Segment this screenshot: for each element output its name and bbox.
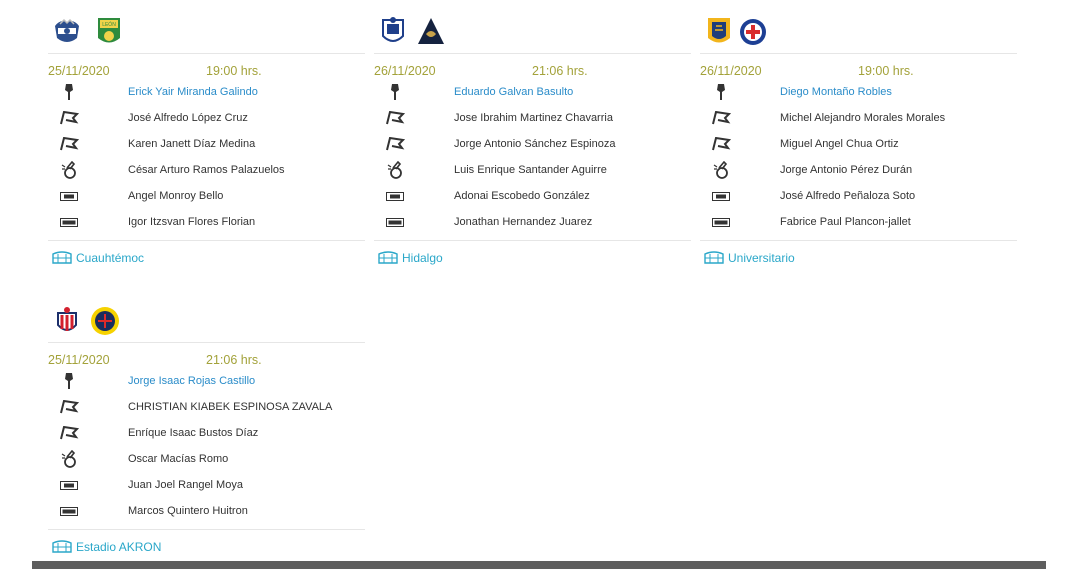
flag-icon — [58, 424, 80, 442]
assistant-2-name: Jorge Antonio Sánchez Espinoza — [454, 138, 616, 150]
fourth-official-name: Jorge Antonio Pérez Durán — [780, 164, 913, 176]
assistant-2-name: Enríque Isaac Bustos Díaz — [128, 427, 259, 439]
assistant-1-name: Jose Ibrahim Martinez Chavarria — [454, 112, 613, 124]
avar-name: Marcos Quintero Huitron — [128, 505, 248, 517]
horizontal-scrollbar[interactable] — [32, 561, 1046, 569]
stadium-icon — [378, 250, 398, 267]
official-row-assistant-1 — [374, 106, 691, 132]
whistle-hand-icon — [58, 372, 80, 390]
official-row-fourth — [700, 158, 1017, 184]
official-row-fourth — [48, 447, 365, 473]
whistle-icon — [58, 450, 80, 468]
official-row-referee — [700, 80, 1017, 106]
whistle-icon — [710, 161, 732, 179]
official-row-referee — [48, 369, 365, 395]
avar-badge-icon — [384, 213, 406, 231]
match-card — [700, 14, 1017, 271]
fourth-official-name: Oscar Macías Romo — [128, 453, 229, 465]
match-time: 19:00 hrs. — [858, 64, 914, 78]
official-row-assistant-2 — [374, 132, 691, 158]
team-logos — [48, 14, 365, 54]
assistant-1-name: CHRISTIAN KIABEK ESPINOSA ZAVALA — [128, 401, 333, 413]
official-row-avar — [700, 210, 1017, 236]
whistle-icon — [58, 161, 80, 179]
official-row-avar — [48, 499, 365, 525]
stadium-icon — [52, 539, 72, 556]
avar-name: Jonathan Hernandez Juarez — [454, 216, 593, 228]
avar-name: Fabrice Paul Plancon-jallet — [780, 216, 911, 228]
var-name: Adonai Escobedo González — [454, 190, 590, 202]
match-datetime — [700, 54, 1017, 78]
chivas-crest-icon[interactable] — [52, 305, 82, 337]
match-time: 21:06 hrs. — [532, 64, 588, 78]
match-date: 25/11/2020 — [48, 353, 110, 367]
assistant-2-name: Karen Janett Díaz Medina — [128, 138, 256, 150]
whistle-icon — [384, 161, 406, 179]
officials-list — [48, 367, 365, 525]
flag-icon — [710, 135, 732, 153]
officials-list — [374, 78, 691, 236]
official-row-assistant-1 — [48, 395, 365, 421]
stadium-name[interactable]: Estadio AKRON — [76, 540, 162, 554]
flag-icon — [58, 398, 80, 416]
official-row-referee — [374, 80, 691, 106]
tigres-crest-icon[interactable] — [704, 16, 734, 48]
stadium-name[interactable]: Cuauhtémoc — [76, 251, 145, 265]
america-crest-icon[interactable] — [90, 305, 120, 337]
referee-name-link[interactable]: Erick Yair Miranda Galindo — [128, 86, 258, 98]
referee-name-link[interactable]: Diego Montaño Robles — [780, 86, 892, 98]
team-logos — [700, 14, 1017, 54]
fourth-official-name: César Arturo Ramos Palazuelos — [128, 164, 285, 176]
match-date: 26/11/2020 — [374, 64, 436, 78]
official-row-var — [48, 473, 365, 499]
match-card — [48, 14, 365, 271]
match-time: 21:06 hrs. — [206, 353, 262, 367]
stadium-name[interactable]: Hidalgo — [402, 251, 443, 265]
flag-icon — [58, 109, 80, 127]
match-date: 25/11/2020 — [48, 64, 110, 78]
official-row-assistant-2 — [700, 132, 1017, 158]
avar-badge-icon — [58, 502, 80, 520]
svg-text:LEÓN: LEÓN — [102, 22, 116, 28]
referee-name-link[interactable]: Jorge Isaac Rojas Castillo — [128, 375, 256, 387]
official-row-assistant-2 — [48, 132, 365, 158]
match-datetime — [374, 54, 691, 78]
match-datetime — [48, 54, 365, 78]
stadium-link[interactable] — [700, 241, 1017, 271]
official-row-assistant-1 — [700, 106, 1017, 132]
var-badge-icon — [384, 187, 406, 205]
whistle-hand-icon — [710, 83, 732, 101]
flag-icon — [384, 135, 406, 153]
official-row-var — [48, 184, 365, 210]
var-name: Angel Monroy Bello — [128, 190, 224, 202]
avar-badge-icon — [58, 213, 80, 231]
leon-crest-icon[interactable] — [94, 16, 124, 48]
team-logos — [48, 303, 365, 343]
whistle-hand-icon — [58, 83, 80, 101]
stadium-link[interactable] — [374, 241, 691, 271]
stadium-link[interactable] — [48, 241, 365, 271]
stadium-link[interactable] — [48, 530, 365, 560]
assistant-1-name: Michel Alejandro Morales Morales — [780, 112, 946, 124]
official-row-var — [700, 184, 1017, 210]
officials-list — [700, 78, 1017, 236]
var-badge-icon — [58, 187, 80, 205]
flag-icon — [384, 109, 406, 127]
stadium-name[interactable]: Universitario — [728, 251, 795, 265]
var-name: José Alfredo Peñaloza Soto — [780, 190, 916, 202]
avar-name: Igor Itzsvan Flores Florian — [128, 216, 256, 228]
stadium-icon — [704, 250, 724, 267]
var-badge-icon — [58, 476, 80, 494]
official-row-avar — [48, 210, 365, 236]
var-badge-icon — [710, 187, 732, 205]
assistant-1-name: José Alfredo López Cruz — [128, 112, 248, 124]
fourth-official-name: Luis Enrique Santander Aguirre — [454, 164, 607, 176]
official-row-assistant-2 — [48, 421, 365, 447]
team-logos — [374, 14, 691, 54]
official-row-fourth — [374, 158, 691, 184]
puebla-crest-icon[interactable] — [52, 16, 82, 48]
officials-list — [48, 78, 365, 236]
official-row-var — [374, 184, 691, 210]
pachuca-crest-icon[interactable] — [378, 16, 408, 48]
cruz-azul-crest-icon[interactable] — [738, 16, 768, 48]
match-card — [374, 14, 691, 271]
match-card — [48, 303, 365, 560]
flag-icon — [58, 135, 80, 153]
official-row-avar — [374, 210, 691, 236]
match-time: 19:00 hrs. — [206, 64, 262, 78]
official-row-fourth — [48, 158, 365, 184]
flag-icon — [710, 109, 732, 127]
referee-name-link[interactable]: Eduardo Galvan Basulto — [454, 86, 574, 98]
stadium-icon — [52, 250, 72, 267]
whistle-hand-icon — [384, 83, 406, 101]
official-row-assistant-1 — [48, 106, 365, 132]
assistant-2-name: Miguel Angel Chua Ortiz — [780, 138, 899, 150]
var-name: Juan Joel Rangel Moya — [128, 479, 243, 491]
pumas-crest-icon[interactable] — [416, 16, 446, 48]
avar-badge-icon — [710, 213, 732, 231]
match-datetime — [48, 343, 365, 367]
match-date: 26/11/2020 — [700, 64, 762, 78]
official-row-referee — [48, 80, 365, 106]
